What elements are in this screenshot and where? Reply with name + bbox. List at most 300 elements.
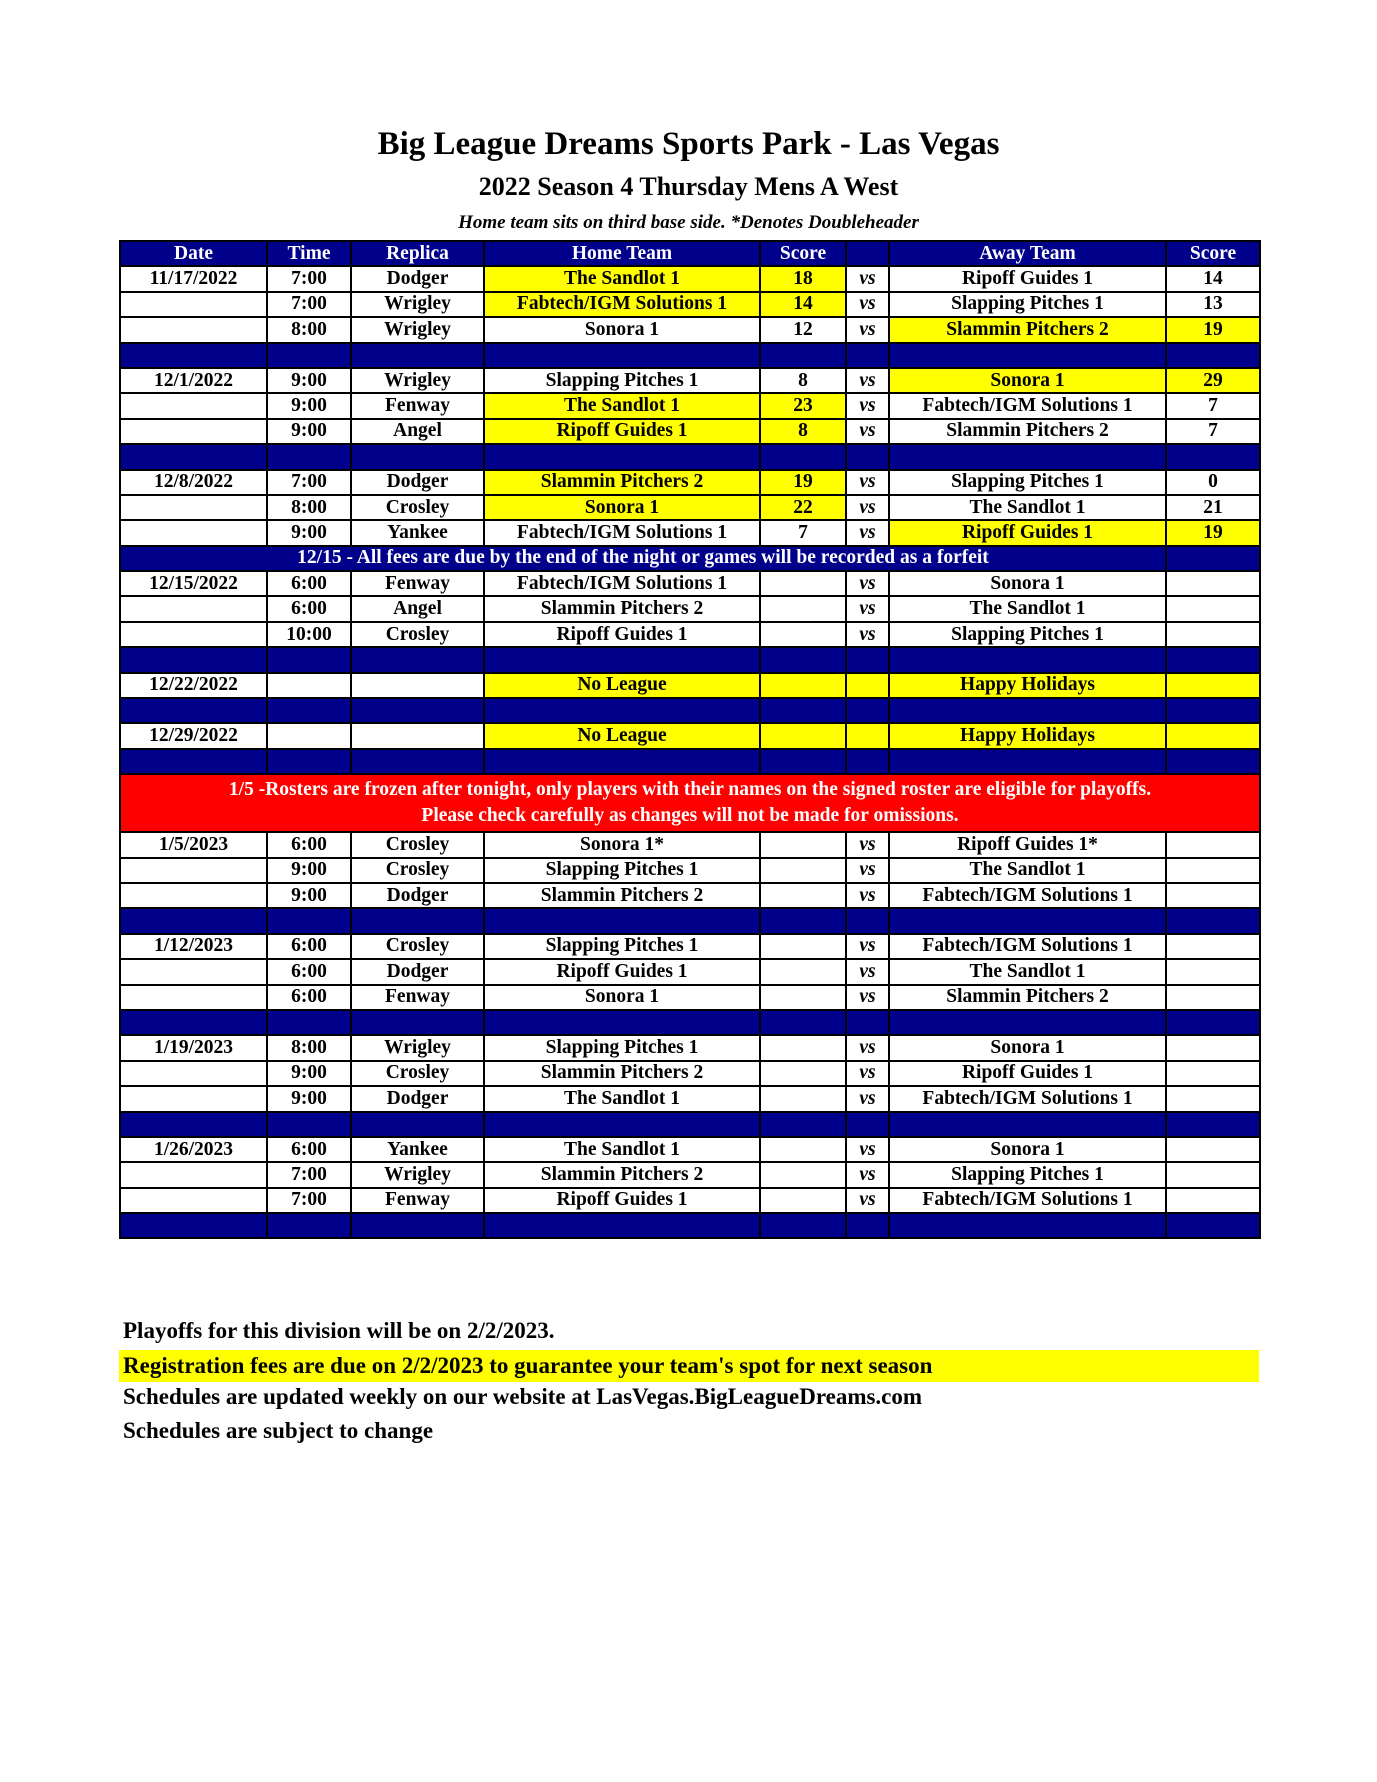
separator-cell	[267, 647, 351, 672]
home-score-cell: 14	[760, 292, 846, 317]
replica-cell: Dodger	[351, 883, 484, 908]
away-score-cell: 7	[1166, 419, 1260, 444]
table-row	[120, 292, 1260, 317]
vs-cell: vs	[846, 985, 889, 1010]
separator-cell	[760, 908, 846, 933]
away-score-cell	[1166, 571, 1260, 596]
time-cell: 9:00	[267, 1086, 351, 1111]
separator-cell	[351, 749, 484, 774]
vs-cell: vs	[846, 1162, 889, 1187]
separator-cell	[351, 1213, 484, 1238]
separator-cell	[120, 343, 267, 368]
date-cell	[120, 959, 267, 984]
replica-cell: Angel	[351, 419, 484, 444]
separator-cell	[351, 908, 484, 933]
time-cell: 8:00	[267, 1035, 351, 1060]
away-team-cell: Fabtech/IGM Solutions 1	[889, 1086, 1166, 1111]
separator-cell	[1166, 1010, 1260, 1035]
website-note: Schedules are updated weekly on our website at LasVegas.BigLeagueDreams.com	[123, 1384, 923, 1409]
separator-row	[120, 1112, 1260, 1137]
separator-cell	[760, 647, 846, 672]
home-team-cell: Slapping Pitches 1	[484, 858, 760, 883]
away-score-cell	[1166, 1035, 1260, 1060]
date-cell	[120, 1162, 267, 1187]
column-header: Away Team	[889, 241, 1166, 266]
separator-row	[120, 698, 1260, 723]
separator-cell	[889, 343, 1166, 368]
home-score-cell	[760, 1137, 846, 1162]
home-score-cell	[760, 1162, 846, 1187]
vs-cell: vs	[846, 495, 889, 520]
time-cell: 6:00	[267, 985, 351, 1010]
separator-cell	[1166, 908, 1260, 933]
vs-cell: vs	[846, 266, 889, 291]
separator-cell	[889, 1010, 1166, 1035]
away-team-cell: Fabtech/IGM Solutions 1	[889, 934, 1166, 959]
home-score-cell: 7	[760, 520, 846, 545]
table-row	[120, 368, 1260, 393]
roster-alert-row	[120, 774, 1260, 832]
date-cell	[120, 596, 267, 621]
date-cell: 1/12/2023	[120, 934, 267, 959]
home-team-cell: Sonora 1*	[484, 832, 760, 857]
replica-cell: Crosley	[351, 622, 484, 647]
date-cell: 12/15/2022	[120, 571, 267, 596]
home-score-cell	[760, 1188, 846, 1213]
replica-cell: Dodger	[351, 959, 484, 984]
vs-cell: vs	[846, 1137, 889, 1162]
time-cell: 6:00	[267, 1137, 351, 1162]
home-team-cell: Fabtech/IGM Solutions 1	[484, 571, 760, 596]
separator-cell	[760, 698, 846, 723]
table-row	[120, 1137, 1260, 1162]
vs-cell: vs	[846, 470, 889, 495]
away-team-cell: Ripoff Guides 1	[889, 266, 1166, 291]
away-score-cell	[1166, 1061, 1260, 1086]
home-score-cell	[760, 934, 846, 959]
time-cell: 6:00	[267, 959, 351, 984]
table-row	[120, 520, 1260, 545]
roster-alert-line1: 1/5 -Rosters are frozen after tonight, only players with their names on the signed roster are eligible for playoffs.	[228, 779, 1152, 801]
replica-cell	[351, 673, 484, 698]
replica-cell: Dodger	[351, 470, 484, 495]
away-team-cell: Slapping Pitches 1	[889, 292, 1166, 317]
separator-cell	[1166, 1213, 1260, 1238]
table-row	[120, 1188, 1260, 1213]
replica-cell: Wrigley	[351, 368, 484, 393]
separator-cell	[267, 1112, 351, 1137]
away-score-cell	[1166, 934, 1260, 959]
home-score-cell	[760, 673, 846, 698]
time-cell: 6:00	[267, 934, 351, 959]
separator-cell	[1166, 749, 1260, 774]
replica-cell: Yankee	[351, 1137, 484, 1162]
away-score-cell: 0	[1166, 470, 1260, 495]
time-cell: 9:00	[267, 858, 351, 883]
table-row	[120, 470, 1260, 495]
away-team-cell: Fabtech/IGM Solutions 1	[889, 883, 1166, 908]
home-score-cell	[760, 622, 846, 647]
date-cell: 1/19/2023	[120, 1035, 267, 1060]
separator-cell	[120, 444, 267, 469]
home-team-cell: Slapping Pitches 1	[484, 368, 760, 393]
home-score-cell	[760, 1061, 846, 1086]
separator-cell	[484, 1112, 760, 1137]
date-cell	[120, 292, 267, 317]
home-team-cell: Ripoff Guides 1	[484, 1188, 760, 1213]
home-score-cell: 23	[760, 393, 846, 418]
table-row	[120, 883, 1260, 908]
replica-cell: Fenway	[351, 393, 484, 418]
table-row	[120, 266, 1260, 291]
separator-cell	[120, 698, 267, 723]
away-team-cell: Sonora 1	[889, 1035, 1166, 1060]
separator-cell	[267, 1010, 351, 1035]
holiday-away-cell: Happy Holidays	[889, 673, 1166, 698]
separator-row	[120, 1213, 1260, 1238]
home-score-cell	[760, 596, 846, 621]
time-cell: 9:00	[267, 419, 351, 444]
home-team-cell: Slammin Pitchers 2	[484, 1061, 760, 1086]
home-team-cell: The Sandlot 1	[484, 393, 760, 418]
separator-cell	[351, 1112, 484, 1137]
replica-cell: Fenway	[351, 1188, 484, 1213]
away-team-cell: Ripoff Guides 1*	[889, 832, 1166, 857]
home-score-cell	[760, 832, 846, 857]
home-team-cell: Fabtech/IGM Solutions 1	[484, 292, 760, 317]
page-subtitle: 2022 Season 4 Thursday Mens A West	[478, 172, 899, 201]
replica-cell: Crosley	[351, 495, 484, 520]
vs-cell: vs	[846, 883, 889, 908]
home-team-cell: The Sandlot 1	[484, 266, 760, 291]
separator-cell	[889, 444, 1166, 469]
home-score-cell: 8	[760, 368, 846, 393]
separator-cell	[120, 1213, 267, 1238]
vs-cell	[846, 723, 889, 748]
separator-cell	[889, 647, 1166, 672]
column-header: Score	[1166, 241, 1260, 266]
vs-cell: vs	[846, 832, 889, 857]
away-team-cell: Ripoff Guides 1	[889, 520, 1166, 545]
separator-cell	[484, 698, 760, 723]
vs-cell: vs	[846, 858, 889, 883]
separator-cell	[484, 1213, 760, 1238]
date-cell: 12/22/2022	[120, 673, 267, 698]
time-cell: 7:00	[267, 1162, 351, 1187]
separator-cell	[846, 647, 889, 672]
separator-cell	[889, 749, 1166, 774]
separator-cell	[760, 749, 846, 774]
replica-cell: Wrigley	[351, 1162, 484, 1187]
vs-cell: vs	[846, 596, 889, 621]
time-cell: 7:00	[267, 292, 351, 317]
replica-cell: Crosley	[351, 934, 484, 959]
vs-cell: vs	[846, 520, 889, 545]
away-team-cell: Slammin Pitchers 2	[889, 985, 1166, 1010]
separator-cell	[120, 647, 267, 672]
separator-cell	[120, 1010, 267, 1035]
date-cell	[120, 520, 267, 545]
separator-cell	[1166, 444, 1260, 469]
away-score-cell	[1166, 959, 1260, 984]
separator-cell	[120, 749, 267, 774]
vs-cell: vs	[846, 622, 889, 647]
replica-cell: Fenway	[351, 571, 484, 596]
replica-cell: Crosley	[351, 832, 484, 857]
vs-cell: vs	[846, 317, 889, 342]
holiday-row	[120, 723, 1260, 748]
home-score-cell	[760, 571, 846, 596]
page-title: Big League Dreams Sports Park - Las Vegas	[377, 126, 1000, 162]
vs-cell: vs	[846, 1188, 889, 1213]
date-cell	[120, 883, 267, 908]
home-score-cell	[760, 1086, 846, 1111]
separator-cell	[484, 343, 760, 368]
separator-cell	[120, 1112, 267, 1137]
date-cell: 11/17/2022	[120, 266, 267, 291]
separator-cell	[889, 1112, 1166, 1137]
holiday-away-cell: Happy Holidays	[889, 723, 1166, 748]
away-score-cell	[1166, 1162, 1260, 1187]
notice-text: 12/15 - All fees are due by the end of the night or games will be recorded as a forfeit	[120, 546, 1166, 571]
separator-cell	[846, 1112, 889, 1137]
away-score-cell: 14	[1166, 266, 1260, 291]
separator-cell	[760, 444, 846, 469]
roster-alert-cell	[120, 774, 1260, 832]
replica-cell: Dodger	[351, 266, 484, 291]
table-row	[120, 1086, 1260, 1111]
holiday-home-cell: No League	[484, 673, 760, 698]
home-score-cell: 12	[760, 317, 846, 342]
table-row	[120, 317, 1260, 342]
away-score-cell: 13	[1166, 292, 1260, 317]
time-cell: 10:00	[267, 622, 351, 647]
replica-cell: Wrigley	[351, 1035, 484, 1060]
separator-cell	[484, 647, 760, 672]
away-score-cell	[1166, 1188, 1260, 1213]
separator-cell	[1166, 647, 1260, 672]
playoffs-note: Playoffs for this division will be on 2/2/2023.	[123, 1318, 555, 1343]
separator-cell	[760, 1010, 846, 1035]
away-team-cell: Slapping Pitches 1	[889, 622, 1166, 647]
home-team-cell: Ripoff Guides 1	[484, 959, 760, 984]
separator-cell	[351, 698, 484, 723]
away-score-cell: 19	[1166, 520, 1260, 545]
date-cell: 12/8/2022	[120, 470, 267, 495]
separator-row	[120, 908, 1260, 933]
home-team-cell: Fabtech/IGM Solutions 1	[484, 520, 760, 545]
away-score-cell: 21	[1166, 495, 1260, 520]
separator-cell	[267, 749, 351, 774]
time-cell	[267, 673, 351, 698]
away-score-cell	[1166, 985, 1260, 1010]
home-team-cell: Slapping Pitches 1	[484, 1035, 760, 1060]
time-cell	[267, 723, 351, 748]
table-row	[120, 858, 1260, 883]
home-team-cell: Sonora 1	[484, 495, 760, 520]
table-row	[120, 1061, 1260, 1086]
away-team-cell: Sonora 1	[889, 368, 1166, 393]
away-score-cell	[1166, 723, 1260, 748]
time-cell: 8:00	[267, 495, 351, 520]
separator-row	[120, 749, 1260, 774]
home-score-cell	[760, 1035, 846, 1060]
table-row	[120, 959, 1260, 984]
separator-cell	[846, 908, 889, 933]
home-score-cell: 19	[760, 470, 846, 495]
away-team-cell: Slammin Pitchers 2	[889, 317, 1166, 342]
vs-cell: vs	[846, 571, 889, 596]
change-note: Schedules are subject to change	[123, 1418, 434, 1443]
table-row	[120, 622, 1260, 647]
date-cell	[120, 1061, 267, 1086]
away-score-cell	[1166, 596, 1260, 621]
away-team-cell: Sonora 1	[889, 571, 1166, 596]
separator-cell	[351, 343, 484, 368]
home-team-cell: Slammin Pitchers 2	[484, 596, 760, 621]
home-team-cell: Slammin Pitchers 2	[484, 1162, 760, 1187]
time-cell: 6:00	[267, 571, 351, 596]
away-score-cell	[1166, 858, 1260, 883]
away-score-cell	[1166, 1137, 1260, 1162]
replica-cell	[351, 723, 484, 748]
home-team-cell: Sonora 1	[484, 985, 760, 1010]
separator-cell	[846, 343, 889, 368]
date-cell: 12/29/2022	[120, 723, 267, 748]
home-team-cell: Ripoff Guides 1	[484, 419, 760, 444]
away-team-cell: The Sandlot 1	[889, 959, 1166, 984]
schedule-table	[119, 240, 1261, 1239]
time-cell: 7:00	[267, 1188, 351, 1213]
table-row	[120, 571, 1260, 596]
replica-cell: Dodger	[351, 1086, 484, 1111]
separator-cell	[267, 343, 351, 368]
table-row	[120, 419, 1260, 444]
home-team-cell: The Sandlot 1	[484, 1137, 760, 1162]
separator-cell	[267, 1213, 351, 1238]
column-header: Replica	[351, 241, 484, 266]
away-score-cell	[1166, 1086, 1260, 1111]
separator-cell	[484, 908, 760, 933]
away-team-cell: Sonora 1	[889, 1137, 1166, 1162]
separator-cell	[351, 1010, 484, 1035]
date-cell	[120, 1086, 267, 1111]
away-team-cell: The Sandlot 1	[889, 858, 1166, 883]
date-cell	[120, 419, 267, 444]
away-score-cell	[1166, 832, 1260, 857]
holiday-row	[120, 673, 1260, 698]
table-row	[120, 832, 1260, 857]
replica-cell: Wrigley	[351, 317, 484, 342]
vs-cell: vs	[846, 1086, 889, 1111]
home-score-cell	[760, 858, 846, 883]
registration-note: Registration fees are due on 2/2/2023 to guarantee your team's spot for next season	[119, 1350, 1259, 1382]
date-cell: 1/26/2023	[120, 1137, 267, 1162]
away-score-cell: 7	[1166, 393, 1260, 418]
holiday-home-cell: No League	[484, 723, 760, 748]
separator-cell	[267, 908, 351, 933]
date-cell: 12/1/2022	[120, 368, 267, 393]
table-row	[120, 934, 1260, 959]
table-row	[120, 596, 1260, 621]
column-header: Date	[120, 241, 267, 266]
home-team-cell: Sonora 1	[484, 317, 760, 342]
separator-row	[120, 647, 1260, 672]
separator-row	[120, 444, 1260, 469]
away-team-cell: Slammin Pitchers 2	[889, 419, 1166, 444]
home-team-cell: The Sandlot 1	[484, 1086, 760, 1111]
away-team-cell: The Sandlot 1	[889, 495, 1166, 520]
date-cell	[120, 317, 267, 342]
date-cell	[120, 495, 267, 520]
column-header: Score	[760, 241, 846, 266]
home-team-cell: Slammin Pitchers 2	[484, 470, 760, 495]
separator-cell	[846, 444, 889, 469]
column-header: Home Team	[484, 241, 760, 266]
vs-cell: vs	[846, 959, 889, 984]
separator-cell	[846, 698, 889, 723]
time-cell: 8:00	[267, 317, 351, 342]
table-row	[120, 393, 1260, 418]
away-score-cell	[1166, 673, 1260, 698]
date-cell	[120, 393, 267, 418]
vs-cell: vs	[846, 419, 889, 444]
notice-blank	[1166, 546, 1260, 571]
date-cell	[120, 622, 267, 647]
home-score-cell	[760, 959, 846, 984]
separator-cell	[760, 343, 846, 368]
table-header-row	[120, 241, 1260, 266]
separator-row	[120, 1010, 1260, 1035]
separator-cell	[889, 1213, 1166, 1238]
time-cell: 6:00	[267, 596, 351, 621]
page-note: Home team sits on third base side. *Denotes Doubleheader	[458, 212, 919, 233]
replica-cell: Fenway	[351, 985, 484, 1010]
vs-cell	[846, 673, 889, 698]
separator-cell	[267, 698, 351, 723]
time-cell: 9:00	[267, 393, 351, 418]
separator-cell	[889, 908, 1166, 933]
date-cell	[120, 858, 267, 883]
vs-cell: vs	[846, 1061, 889, 1086]
away-team-cell: Fabtech/IGM Solutions 1	[889, 1188, 1166, 1213]
replica-cell: Angel	[351, 596, 484, 621]
replica-cell: Crosley	[351, 858, 484, 883]
vs-cell: vs	[846, 292, 889, 317]
vs-cell: vs	[846, 1035, 889, 1060]
home-team-cell: Slammin Pitchers 2	[484, 883, 760, 908]
away-team-cell: The Sandlot 1	[889, 596, 1166, 621]
away-score-cell: 29	[1166, 368, 1260, 393]
time-cell: 7:00	[267, 470, 351, 495]
date-cell: 1/5/2023	[120, 832, 267, 857]
time-cell: 6:00	[267, 832, 351, 857]
home-score-cell	[760, 985, 846, 1010]
separator-cell	[484, 749, 760, 774]
replica-cell: Wrigley	[351, 292, 484, 317]
time-cell: 9:00	[267, 883, 351, 908]
date-cell	[120, 985, 267, 1010]
vs-cell: vs	[846, 393, 889, 418]
separator-cell	[484, 444, 760, 469]
separator-cell	[846, 1213, 889, 1238]
away-team-cell: Ripoff Guides 1	[889, 1061, 1166, 1086]
column-header	[846, 241, 889, 266]
table-row	[120, 1162, 1260, 1187]
home-team-cell: Slapping Pitches 1	[484, 934, 760, 959]
home-score-cell: 18	[760, 266, 846, 291]
separator-cell	[1166, 698, 1260, 723]
